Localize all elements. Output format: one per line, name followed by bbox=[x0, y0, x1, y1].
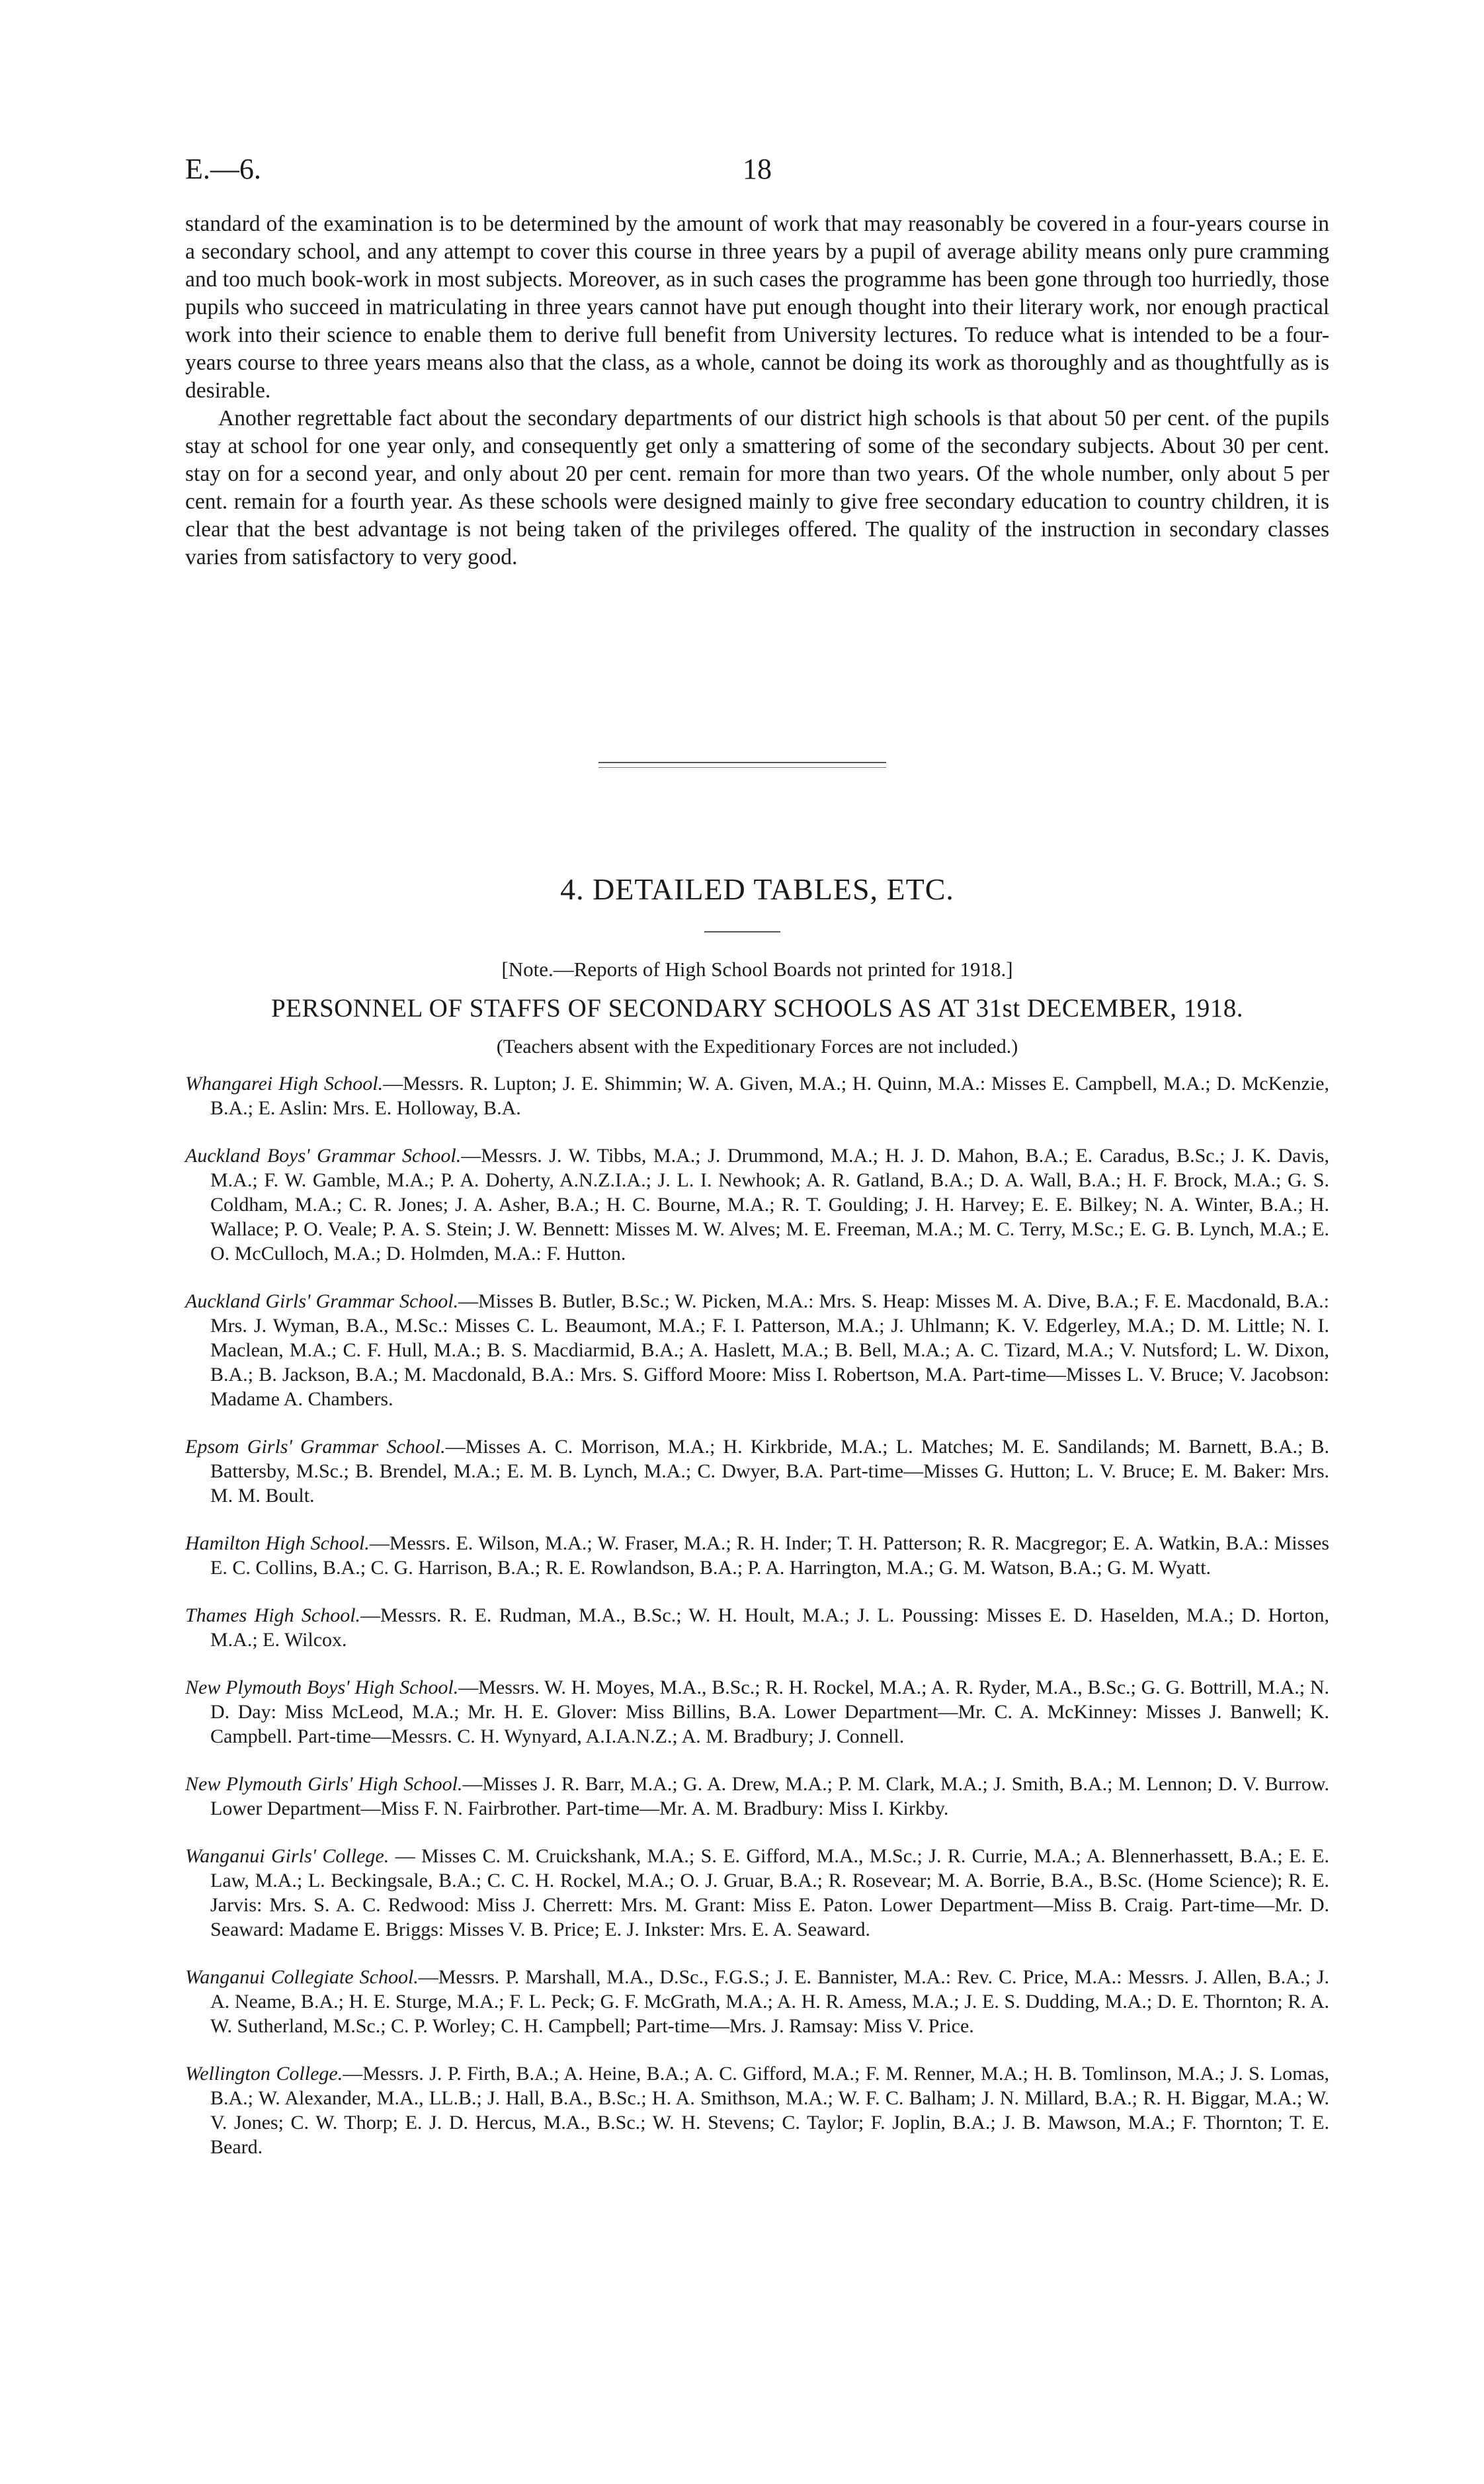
school-name: Wanganui Collegiate School. bbox=[185, 1966, 419, 1988]
document-reference: E.—6. bbox=[185, 153, 261, 185]
list-item bbox=[185, 1071, 1329, 1120]
title-underline bbox=[704, 931, 780, 932]
page-header bbox=[185, 152, 1329, 198]
staff-names: —Messrs. R. E. Rudman, M.A., B.Sc.; W. H. Hoult, M.A.; J. L. Poussing: Misses E. D. Haselden, M.A.; D. Horton, M.A.; E. Wilcox. bbox=[210, 1604, 1329, 1651]
list-item bbox=[185, 1289, 1329, 1411]
sub-note: (Teachers absent with the Expeditionary Forces are not included.) bbox=[496, 1036, 1018, 1057]
school-name: New Plymouth Girls' High School. bbox=[185, 1773, 463, 1795]
list-item bbox=[185, 1531, 1329, 1580]
note: [Note.—Reports of High School Boards not printed for 1918.] bbox=[501, 958, 1013, 981]
paragraph: Another regrettable fact about the secondary departments of our district high schools is that about 50 per cent. of the pupils stay at school for one year only, and consequently get only a smattering of some of the secondary subjects. About 30 per cent. stay on for a second year, and only about 20 per cent. remain for more than two years. Of the whole number, only about 5 per cent. remain for a fourth year. As these schools were designed mainly to give free secondary education to country children, it is clear that the best advantage is not being taken of the privileges offered. The quality of the instruction in secondary classes varies from satisfactory to very good. bbox=[185, 406, 1329, 569]
staff-names: —Messrs. J. P. Firth, B.A.; A. Heine, B.A.; A. C. Gifford, M.A.; F. M. Renner, M.A.; H. B. Tomlinson, M.A.; J. S. Lomas, B.A.; W. Alexander, M.A., LL.B.; J. Hall, B.A., B.Sc.; H. A. Smithson, M.A.; W. F. C. Balham; J. N. Millard, B.A.; R. H. Biggar, M.A.; W. V. Jones; C. W. Thorp; E. J. D. Hercus, M.A., B.Sc.; W. H. Stevens; C. Taylor; F. Joplin, B.A.; J. B. Mawson, M.A.; F. Thornton; T. E. Beard. bbox=[210, 2063, 1329, 2158]
staff-names: —Messrs. J. W. Tibbs, M.A.; J. Drummond, M.A.; H. J. D. Mahon, B.A.; E. Caradus, B.Sc.; J. K. Davis, M.A.; F. W. Gamble, M.A.; P. A. Doherty, A.N.Z.I.A.; J. L. I. Newhook; A. R. Gatland, B.A.; D. A. Wall, B.A.; H. F. Brock, M.A.; G. S. Coldham, M.A.; C. R. Jones; J. A. Asher, B.A.; H. C. Bourne, M.A.; R. T. Goulding; J. H. Harvey; E. E. Bilkey; N. A. Winter, B.A.; H. Wallace; P. O. Veale; P. A. S. Stein; J. W. Bennett: Misses M. W. Alves; M. E. Freeman, M.A.; M. C. Terry, M.Sc.; E. G. B. Lynch, M.A.; E. O. McCulloch, M.A.; D. Holmden, M.A.: F. Hutton. bbox=[210, 1145, 1329, 1264]
staff-names: —Misses A. C. Morrison, M.A.; H. Kirkbride, M.A.; L. Matches; M. E. Sandilands; M. Barnett, B.A.; B. Battersby, M.Sc.; B. Brendel, M.A.; E. M. B. Lynch, M.A.; C. Dwyer, B.A. Part-time—Misses G. Hutton; L. V. Bruce; E. M. Baker: Mrs. M. M. Boult. bbox=[210, 1436, 1329, 1507]
staff-names: — Misses C. M. Cruickshank, M.A.; S. E. Gifford, M.A., M.Sc.; J. R. Currie, M.A.; A. Blennerhassett, B.A.; E. E. Law, M.A.; L. Beckingsale, B.A.; C. C. H. Rockel, M.A.; O. J. Gruar, B.A.; R. Rosevear; M. A. Borrie, B.A., B.Sc. (Home Science); R. E. Jarvis: Mrs. S. A. C. Redwood: Miss J. Cherrett: Mrs. M. Grant: Miss E. Paton. Lower Department—Miss B. Craig. Part-time—Mr. D. Seaward: Madame E. Briggs: Misses V. B. Price; E. J. Inkster: Mrs. E. A. Seaward. bbox=[210, 1845, 1329, 1940]
staff-names: —Misses B. Butler, B.Sc.; W. Picken, M.A.: Mrs. S. Heap: Misses M. A. Dive, B.A.; F. E. Macdonald, B.A.: Mrs. J. Wyman, B.A., M.Sc.: Misses C. L. Beaumont, M.A.; F. I. Patterson, M.A.; J. Uhlmann; K. V. Edgerley, M.A.; D. M. Little; N. I. Maclean, M.A.; C. F. Hull, M.A.; B. S. Macdiarmid, B.A.; A. Haslett, M.A.; B. Bell, M.A.; A. C. Tizard, M.A.; V. Nutsford; L. W. Dixon, B.A.; B. Jackson, B.A.; M. Macdonald, B.A.: Mrs. S. Gifford Moore: Miss I. Robertson, M.A. Part-time—Misses L. V. Bruce; V. Jacobson: Madame A. Chambers. bbox=[210, 1290, 1330, 1410]
school-name: Epsom Girls' Grammar School. bbox=[185, 1436, 446, 1458]
section-title: 4. DETAILED TABLES, ETC. bbox=[560, 872, 954, 906]
school-name: Auckland Boys' Grammar School. bbox=[185, 1145, 462, 1167]
school-name: Thames High School. bbox=[185, 1604, 361, 1626]
list-item bbox=[185, 2061, 1329, 2159]
list-item bbox=[185, 1143, 1329, 1266]
school-name: Wanganui Girls' College. bbox=[185, 1845, 390, 1867]
list-item bbox=[185, 1434, 1329, 1508]
staff-list bbox=[185, 1071, 1329, 2182]
list-item bbox=[185, 1675, 1329, 1749]
staff-names: —Misses J. R. Barr, M.A.; G. A. Drew, M.A.; P. M. Clark, M.A.; J. Smith, B.A.; M. Lennon; D. V. Burrow. Lower Department—Miss F. N. Fairbrother. Part-time—Mr. A. M. Bradbury: Miss I. Kirkby. bbox=[210, 1773, 1329, 1819]
list-item bbox=[185, 1965, 1329, 2038]
page-number: 18 bbox=[743, 153, 772, 185]
school-name: Wellington College. bbox=[185, 2063, 343, 2085]
list-item bbox=[185, 1844, 1329, 1942]
section-divider bbox=[598, 767, 886, 768]
table-title: PERSONNEL OF STAFFS OF SECONDARY SCHOOLS AS AT 31st DECEMBER, 1918. bbox=[270, 994, 1244, 1022]
school-name: Auckland Girls' Grammar School. bbox=[185, 1290, 459, 1312]
list-item bbox=[185, 1603, 1329, 1652]
staff-names: —Messrs. W. H. Moyes, M.A., B.Sc.; R. H. Rockel, M.A.; A. R. Ryder, M.A., B.Sc.; G. G. Bottrill, M.A.; N. D. Day: Miss McLeod, M.A.; Mr. H. E. Glover: Miss Billins, B.A. Lower Department—Mr. C. A. McKinney: Misses J. Banwell; K. Campbell. Part-time—Messrs. C. H. Wynyard, A.I.A.N.Z.; A. M. Bradbury; J. Connell. bbox=[210, 1677, 1329, 1747]
section-divider bbox=[598, 762, 886, 763]
school-name: Whangarei High School. bbox=[185, 1073, 384, 1095]
school-name: Hamilton High School. bbox=[185, 1532, 370, 1554]
staff-names: —Messrs. E. Wilson, M.A.; W. Fraser, M.A.; R. H. Inder; T. H. Patterson; R. R. Macgregor; E. A. Watkin, B.A.: Misses E. C. Collins, B.A.; C. G. Harrison, B.A.; R. E. Rowlandson, B.A.; P. A. Harrington, M.A.; G. M. Watson, B.A.; G. M. Wyatt. bbox=[210, 1532, 1329, 1579]
staff-names: —Messrs. R. Lupton; J. E. Shimmin; W. A. Given, M.A.; H. Quinn, M.A.: Misses E. Campbell, M.A.; D. McKenzie, B.A.; E. Aslin: Mrs. E. Holloway, B.A. bbox=[210, 1073, 1329, 1119]
intro-text bbox=[185, 210, 1329, 571]
staff-names: —Messrs. P. Marshall, M.A., D.Sc., F.G.S.; J. E. Bannister, M.A.: Rev. C. Price, M.A.: Messrs. J. Allen, B.A.; J. A. Neame, B.A.; H. E. Sturge, M.A.; F. L. Peck; G. F. McGrath, M.A.; A. H. R. Amess, M.A.; J. E. S. Dudding, M.A.; D. E. Thornton; R. A. W. Sutherland, M.Sc.; C. P. Worley; C. H. Campbell; Part-time—Mrs. J. Ramsay: Miss V. Price. bbox=[210, 1966, 1330, 2037]
paragraph: standard of the examination is to be determined by the amount of work that may reasonably be covered in a four-years course in a secondary school, and any attempt to cover this course in three years by a pupil of average ability means only pure cramming and too much book-work in most subjects. Moreover, as in such cases the programme has been gone through too hurriedly, those pupils who succeed in matriculating in three years cannot have put enough thought into their literary work, nor enough practical work into their science to enable them to derive full benefit from University lectures. To reduce what is intended to be a four-years course to three years means also that the class, as a whole, cannot be doing its work as thoroughly and as thoughtfully as is desirable. bbox=[185, 212, 1329, 403]
list-item bbox=[185, 1772, 1329, 1821]
school-name: New Plymouth Boys' High School. bbox=[185, 1677, 459, 1698]
